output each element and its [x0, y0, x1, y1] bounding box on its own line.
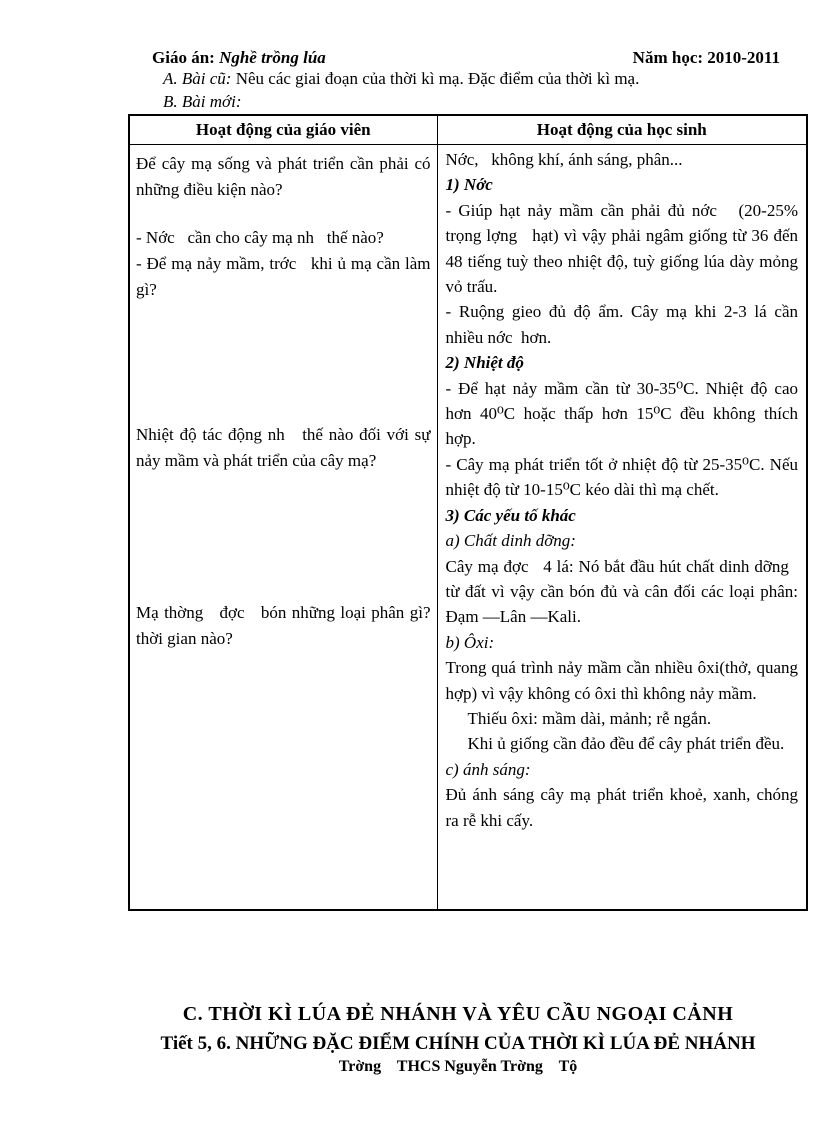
- student-paragraph: 2) Nhiệt độ: [445, 353, 524, 373]
- heading-c: C. THỜI KÌ LÚA ĐẺ NHÁNH VÀ YÊU CẦU NGOẠI CẢNH: [182, 1003, 734, 1025]
- student-paragraph: Khi ủ giống cần đảo đều để cây phát triển đều.: [467, 734, 785, 754]
- school-footer: Trờng THCS Nguyễn Trờng Tộ: [338, 1058, 578, 1075]
- tiet-text: NHỮNG ĐẶC ĐIỂM CHÍNH CỦA THỜI KÌ LÚA ĐẺ NHÁNH: [235, 1033, 756, 1054]
- student-paragraph: Thiếu ôxi: mầm dài, mảnh; rễ ngắn.: [467, 708, 712, 728]
- teacher-cell: [129, 145, 437, 911]
- section-b-label: B. Bài mới:: [163, 92, 242, 111]
- doc-title: Nghề trồng lúa: [219, 48, 326, 67]
- student-paragraph: c) ánh sáng:: [445, 759, 531, 779]
- section-b-line: [163, 92, 241, 112]
- teacher-question: Nhiệt độ tác động nh thế nào đối với sự nảy mầm và phát triển của cây mạ?: [136, 425, 431, 470]
- teacher-question: - Để mạ nảy mầm, trớc khi ủ mạ cần làm gì?: [136, 254, 431, 299]
- teacher-question: - Nớc cần cho cây mạ nh thế nào?: [136, 228, 384, 247]
- column-header-student: Hoạt động của học sinh: [437, 115, 807, 145]
- teacher-question: Mạ thờng đợc bón những loại phân gì? thời gian nào?: [136, 603, 431, 648]
- column-header-teacher: Hoạt động của giáo viên: [129, 115, 437, 145]
- student-paragraph: Cây mạ đợc 4 lá: Nó bắt đầu hút chất dinh dỡng từ đất vì vậy cần bón đủ và cân đối các loại phân: Đạm —Lân —Kali.: [445, 556, 798, 627]
- section-a-text: Nêu các giai đoạn của thời kì mạ. Đặc điểm của thời kì mạ.: [235, 69, 640, 88]
- student-paragraph: - Để hạt nảy mầm cần từ 30-35⁰C. Nhiệt độ cao hơn 40⁰C hoặc thấp hơn 15⁰C đều không thích hợp.: [445, 378, 798, 449]
- tiet-label: Tiết 5, 6.: [160, 1033, 236, 1054]
- student-paragraph: a) Chất dinh dỡng:: [445, 531, 576, 551]
- student-paragraph: 1) Nớc: [445, 175, 493, 195]
- heading-tiet: [110, 1033, 806, 1055]
- student-paragraph: b) Ôxi:: [445, 632, 495, 652]
- section-a-line: [163, 69, 639, 89]
- student-paragraph: - Ruộng gieo đủ độ ẩm. Cây mạ khi 2-3 lá cần nhiều nớc hơn.: [445, 302, 798, 347]
- doc-type-label: Giáo án:: [152, 48, 220, 67]
- student-paragraph: 3) Các yếu tố khác: [445, 505, 576, 525]
- student-paragraph: Đủ ánh sáng cây mạ phát triển khoẻ, xanh, chóng ra rễ khi cấy.: [445, 785, 798, 830]
- table-content-row: [129, 145, 807, 911]
- student-paragraph: - Giúp hạt nảy mầm cần phải đủ nớc (20-25% trọng lợng hạt) vì vậy phải ngâm giống từ 36 đến 48 tiếng tuỳ theo nhiệt độ, tuỳ giống lúa dày mỏng vỏ trấu.: [445, 200, 798, 297]
- student-paragraph: Nớc, không khí, ánh sáng, phân...: [445, 150, 683, 169]
- section-a-label: A. Bài cũ:: [163, 69, 236, 88]
- student-cell: [437, 145, 807, 911]
- document-header: [152, 48, 780, 68]
- student-paragraph: Trong quá trình nảy mầm cần nhiều ôxi(thở, quang hợp) vì vậy không có ôxi thì không nảy mầm.: [445, 658, 798, 703]
- student-paragraph: - Cây mạ phát triển tốt ở nhiệt độ từ 25-35⁰C. Nếu nhiệt độ từ 10-15⁰C kéo dài thì mạ chết.: [445, 454, 798, 500]
- school-year: Năm học: 2010-2011: [632, 48, 780, 67]
- teacher-question: Để cây mạ sống và phát triển cần phải có những điều kiện nào?: [136, 154, 431, 199]
- bottom-headings: [110, 1003, 806, 1076]
- document-title-line: [152, 48, 326, 68]
- lesson-activity-table: [128, 114, 808, 911]
- table-header-row: [129, 115, 807, 145]
